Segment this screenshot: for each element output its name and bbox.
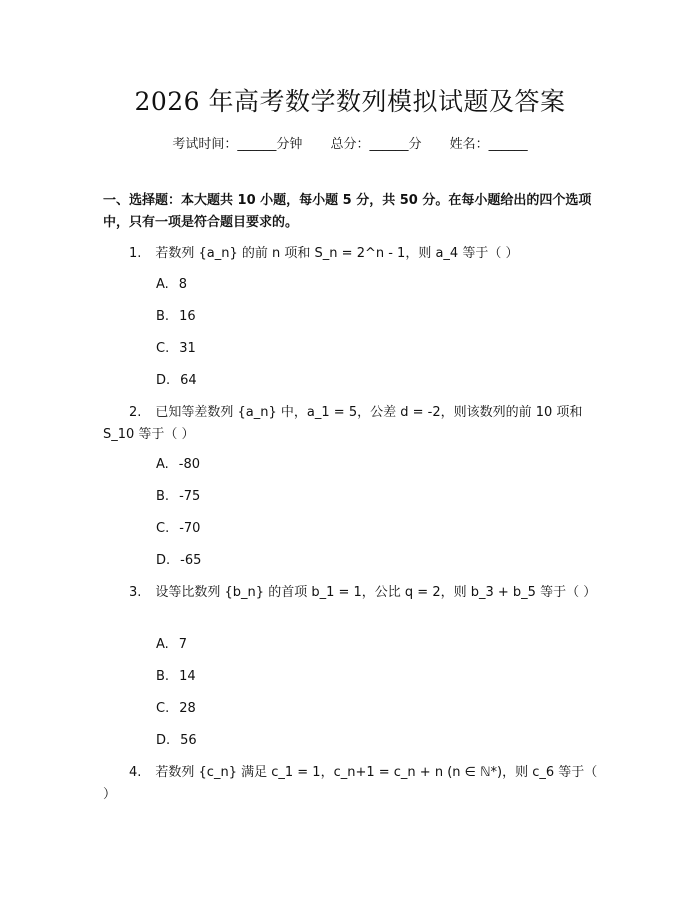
question-4: [103, 762, 603, 806]
question-number: 1.: [129, 246, 142, 261]
section-heading: 一、选择题：本大题共 10 小题，每小题 5 分，共 50 分。在每小题给出的四个选项中，只有一项是符合题目要求的。: [103, 193, 592, 230]
question-1: [103, 243, 603, 265]
option-label: B.: [156, 489, 170, 504]
question-text: 若数列 {c_n} 满足 c_1 = 1，c_n+1 = c_n + n (n ∈ ℕ*)，则 c_6 等于（ ）: [103, 765, 598, 802]
option-value: 14: [179, 669, 196, 684]
option-label: C.: [156, 341, 170, 356]
option-value: 56: [180, 733, 197, 748]
option-value: -65: [180, 553, 202, 568]
name-field: 姓名：______: [449, 137, 528, 152]
option-row: [156, 551, 201, 571]
option-value: 64: [180, 373, 197, 388]
option-row: [156, 455, 200, 475]
option-label: D.: [156, 553, 171, 568]
question-text: 若数列 {a_n} 的前 n 项和 S_n = 2^n - 1，则 a_4 等于（ ）: [155, 246, 519, 261]
total-score-field: 总分：______分: [330, 137, 422, 152]
question-text: 设等比数列 {b_n} 的首项 b_1 = 1，公比 q = 2，则 b_3 + b_5 等于（ ）: [155, 585, 597, 600]
option-row: [156, 371, 197, 391]
option-value: -80: [178, 457, 201, 472]
option-label: B.: [156, 309, 170, 324]
option-value: 16: [179, 309, 196, 324]
option-label: B.: [156, 669, 170, 684]
option-row: [156, 275, 187, 295]
option-value: 31: [179, 341, 196, 356]
page-title: 2026 年高考数学数列模拟试题及答案: [134, 87, 566, 116]
option-value: -70: [179, 521, 201, 536]
option-row: [156, 635, 187, 655]
question-text: 已知等差数列 {a_n} 中，a_1 = 5，公差 d = -2，则该数列的前 10 项和 S_10 等于（ ）: [103, 405, 583, 442]
question-2: [103, 402, 603, 446]
option-row: [156, 667, 196, 687]
question-number: 4.: [129, 765, 142, 780]
option-row: [156, 731, 197, 751]
option-row: [156, 307, 196, 327]
option-value: 28: [179, 701, 196, 716]
option-label: C.: [156, 701, 170, 716]
option-value: 7: [178, 637, 188, 652]
exam-time-field: 考试时间：______分钟: [172, 137, 303, 152]
option-label: D.: [156, 733, 171, 748]
option-label: C.: [156, 521, 170, 536]
option-row: [156, 519, 200, 539]
question-number: 3.: [129, 585, 142, 600]
option-value: -75: [179, 489, 201, 504]
question-3: [103, 582, 603, 604]
exam-meta: [0, 133, 700, 152]
option-value: 8: [178, 277, 188, 292]
option-row: [156, 699, 196, 719]
option-label: A.: [156, 637, 169, 652]
option-label: A.: [156, 457, 169, 472]
option-label: D.: [156, 373, 171, 388]
option-row: [156, 339, 196, 359]
option-label: A.: [156, 277, 169, 292]
option-row: [156, 487, 200, 507]
question-number: 2.: [129, 405, 142, 420]
